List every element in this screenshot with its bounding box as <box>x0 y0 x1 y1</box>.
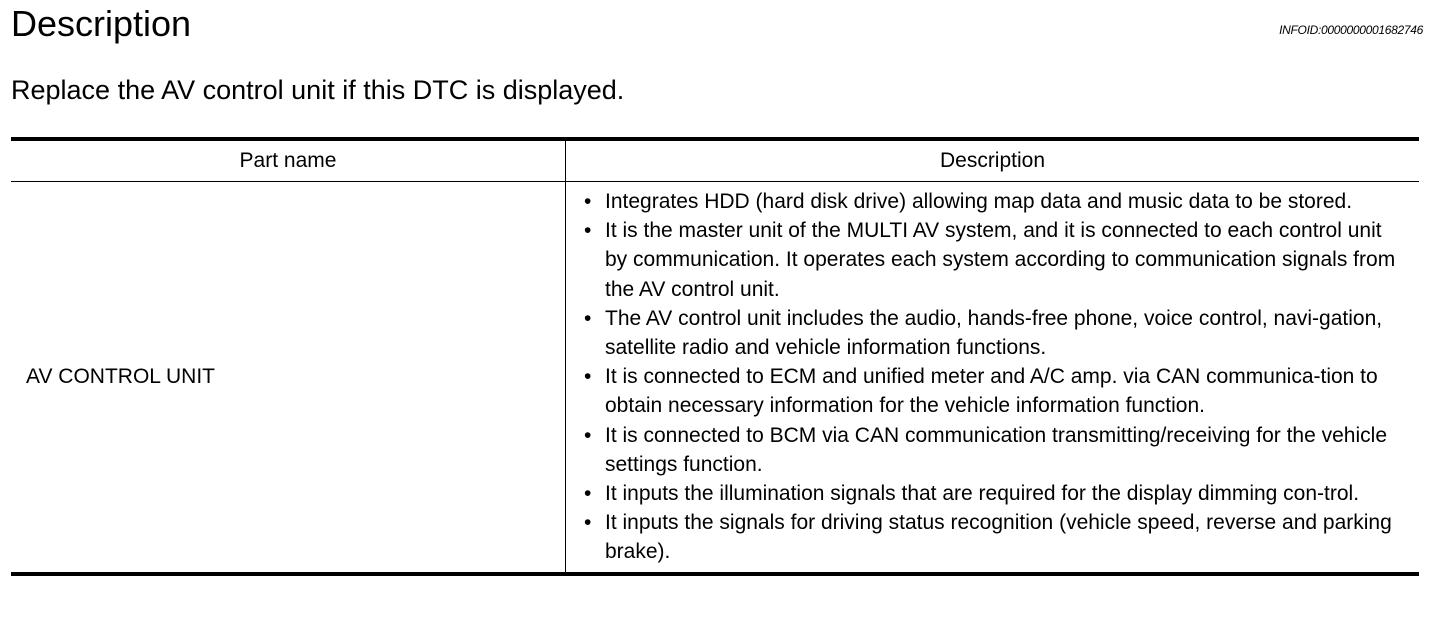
section-title: Description <box>11 3 192 44</box>
column-header-description: Description <box>566 139 1420 182</box>
list-item: • It is connected to BCM via CAN communication transmitting/receiving for the vehicle settings function. <box>581 421 1409 479</box>
table-row <box>11 182 1419 574</box>
parts-table <box>11 137 1419 576</box>
table-header-row <box>11 139 1419 182</box>
column-header-part-name: Part name <box>11 139 566 182</box>
list-item: • It is the master unit of the MULTI AV system, and it is connected to each control unit by communication. It operates each system according to communication signals from the AV control unit. <box>581 216 1409 304</box>
part-name-cell: AV CONTROL UNIT <box>11 182 566 574</box>
list-item: • Integrates HDD (hard disk drive) allowing map data and music data to be stored. <box>581 187 1409 216</box>
info-id: INFOID:0000000001682746 <box>1279 23 1423 37</box>
list-item: • It is connected to ECM and unified meter and A/C amp. via CAN communica-tion to obtain necessary information for the vehicle information function. <box>581 362 1409 420</box>
list-item: • It inputs the signals for driving status recognition (vehicle speed, reverse and parking brake). <box>581 508 1409 566</box>
description-list <box>581 187 1409 567</box>
list-item: • The AV control unit includes the audio, hands-free phone, voice control, navi-gation, satellite radio and vehicle information functions. <box>581 304 1409 362</box>
description-cell <box>566 182 1420 574</box>
intro-text: Replace the AV control unit if this DTC is displayed. <box>11 75 625 105</box>
list-item: • It inputs the illumination signals that are required for the display dimming con-trol. <box>581 479 1409 508</box>
